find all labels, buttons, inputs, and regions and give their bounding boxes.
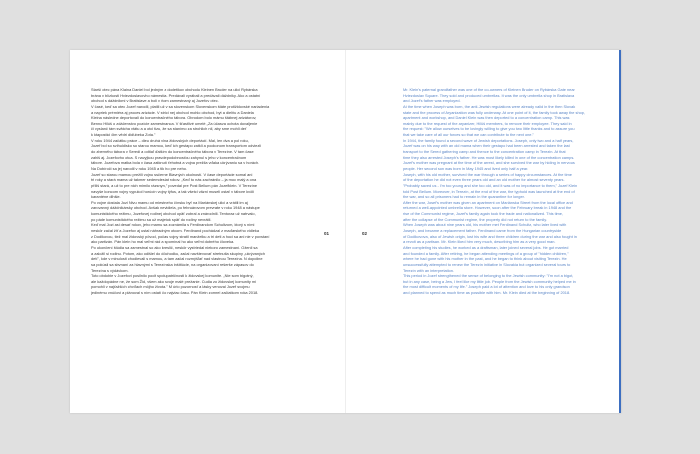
text-line: Po ukončení štúdia sa zamestnal so ako kreslič, neskôr vystriedal niekoro zamestnaní. Oženil sa xyxy=(91,244,258,250)
text-line: Toto obdobie v Jozefovi posilnilo pocit spolupatričnosti k židovskej komunite. „Nie som bigotný, xyxy=(91,273,254,279)
book-spread xyxy=(70,50,621,413)
slovak-text-column xyxy=(91,87,281,296)
text-line: obchod s dáždnikmi v Bratislave a boli v ňom zamestnaný aj Jozefov otec. xyxy=(91,98,219,104)
text-line: the most difficult moments of my life." Joseph paid a lot of attention and love to his only grandson xyxy=(403,284,570,290)
text-line: tri roky a stará mama už takmer sedemdesiat rokov. „Keď to nás zachránilo – ja moc malý a ona xyxy=(91,177,257,183)
text-line: a revolt as a partisan. Mr. Klein liked him very much, describing him as a very good man. xyxy=(403,239,556,245)
text-line: unsuccessfully attempted to renew the Terezín initiative in Slovakia but organized several tours to xyxy=(403,261,571,267)
text-line: jedinému vnúčovi a plánoval s ním ostatí čo najviac času. Pán Klein zomrel začiatkom roka 2018. xyxy=(91,290,259,296)
text-line: and planned to spend as much time as possible with him. Mr. Klein died at the beginning of 2018. xyxy=(403,290,571,296)
text-line: Terezína s výdávkom. xyxy=(91,267,129,273)
text-line: Mr. Klein's paternal grandfather was one of the co-owners of Kleinen Bruder on Rybárska Gate near xyxy=(403,87,575,92)
text-line: tábore. Jozefova matka bola v časa zatknutí ťehotná a vojna prežila vďaka ukrývaniu sa v horách. xyxy=(91,160,260,166)
text-line: po páde komunistického režimu sa už majetok späť do rodiny nevrátil. xyxy=(91,216,212,222)
text-line: told Post Bellum. Moreover, in Terezín, at the end of the war, the typhoid was launched at the end of xyxy=(403,188,575,194)
text-line: Po vojne dostala Jozi Nivu mamu od miestneho čínsku byť na Mariánskej ulici a vrátili im aj xyxy=(91,199,248,205)
text-line: ale každopádne ne, že som Žid, všem ako svoje malé prežanie. Cudia zo židovskej komunity mi xyxy=(91,278,256,284)
english-text-column xyxy=(403,87,603,296)
text-line: mainly due to the request of the aryanizer, Hilüš members, to remove their employee. They said in xyxy=(403,120,572,126)
text-line: state and the process of Aryanization was fully underway. At one point of it, the family took away the shop, xyxy=(403,109,586,115)
text-line: people. Her second son was born in May 1945 and lived only half a year. xyxy=(403,165,529,171)
text-line: and Jozef's father was employed. xyxy=(403,98,461,104)
text-line: a založil si rodinu. Potom, ako odišiel do dôchodku, začal navštevovať stretnutia skupiny „ukrývaných xyxy=(91,250,266,256)
text-line: Keď mal Jozi asi desať rokov, jeho mamu sa zoznámila s Ferdinandom Schultzom, ktorý s ními xyxy=(91,222,255,228)
text-line: detí", kde v minulosti chodievali s mamou, a tam začal rozmýšľať nad vlastnou Terezína. N dopoline xyxy=(91,256,263,262)
page-number: 02 xyxy=(362,231,368,236)
text-line: sa pokúsil sa sbvnaní za hlavnými s Terezínska inštitúcie, na organizovaní rešerše zápasov do xyxy=(91,261,254,267)
text-line: but in any case, being a Jew, I feel like my little job. People from the Jewish community helped me in xyxy=(403,278,576,284)
text-line: zahiš aj. Jozefovho otca. S navyjkou pravdepodobnosťou zahynul s jeho v koncentračnom xyxy=(91,154,247,160)
text-line: the request: "We allow ourselves to be lovingly willing to give you two little thanks and to assure you xyxy=(403,126,575,132)
page-number: 01 xyxy=(323,231,329,236)
text-line: rise of the Communist regime, Jozef's family again took the trade and nationalized. This time, xyxy=(403,211,564,217)
text-line: and founded a family. After retiring, he began attending meetings of a group of "hidden children," xyxy=(403,250,569,256)
text-line: Jozef so starou mamou prežili vojnu ssčerne Blavných okolností. V čase deportácie somal ani xyxy=(91,171,253,177)
left-page xyxy=(70,50,345,413)
text-line: This period in Jozef strengthened the sense of belonging to the Jewish community: "I'm not a bigot, xyxy=(403,273,574,279)
text-line: ako partizán. Pán klein ho mal veľmi rád a spomínal ho ako veľmi dobrého človeka. xyxy=(91,239,235,245)
text-line: Kleina následne deportovali do koncentračného tábora. Obrodom bolo mámu štábnej arizátorov, xyxy=(91,115,257,121)
text-line: Terezín with an interpretation. xyxy=(403,267,455,273)
text-line: the war, and so all prisoners had to remain in the quarantine for longer. xyxy=(403,194,525,200)
text-line: that we take care of all our forces so that we can contribute to the next one." xyxy=(403,132,534,138)
text-line: After completing his studies, he worked as a draftsman, later joined several jobs. He got married xyxy=(403,244,569,250)
text-line: zarovanný dáždnikársky obchod. Avšak nevidiela, po februárovom prevrate v roku 1948 a nástupe xyxy=(91,205,260,211)
text-line: At the time when Joseph was born, the anti-Jewish regulations were already valid in the then Slovak xyxy=(403,103,576,109)
text-line: Hviezdoslav Square. They sold and produced umbrellas. It was the only umbrella shop in Bratislava xyxy=(403,92,575,98)
text-line: Starší otec pána Klaina Daniel bol jedným z dodetikov obchodu Kleinen Bruder na ulici Rybárska xyxy=(91,87,258,92)
text-line: returned a well-appointed umbrella store. However, soon after the February break in 1948 and the xyxy=(403,205,572,211)
text-line: Joseph, and became a replacement father. Ferdinand came from the Hungarian countryside xyxy=(403,228,562,234)
text-line: transport to the Sered gathering camp and thence to the concentration camp in Terezin. At that xyxy=(403,149,566,155)
text-line: Jozef's mother was pregnant at the time of the arrest, and she survived the war by hiding in nervous xyxy=(403,160,575,166)
page-edge-rule xyxy=(619,50,621,413)
text-line: pomohli v najťažších chvíľach môjho života." M úrio pozornosť a lásky venoval Jozef svojmu xyxy=(91,284,250,290)
text-line: brána v blízkosti Hviezdoslavovho námestia. Predávali vyrábali a predávali dáždniky. Ako a ostatní xyxy=(91,92,261,98)
text-line: do zberného tábora v Seredi a odtiaľ ďalším do koncentračného tábora v Terezíne. V tam čase xyxy=(91,149,254,155)
text-line: V roku 1944 začátku práce – dieu druhá vlna židovských deportácií. Mal, len dva a pol roku, xyxy=(91,137,249,143)
text-line: a napriek prémiéra aj proces arizácie. V strici nej obchod mohlo obchod, byt a dielňu a Daniela xyxy=(91,109,254,115)
text-line: Benno Hilúš o zdáčenstvo pozície zamestnanca. V šťastlivé umelé „Za účasva ochota dovaljenie xyxy=(91,120,258,126)
text-line: Joseph, with his old mother, survived the war through a series of happy circumstances. At the time xyxy=(403,171,572,177)
text-line: where he had gone with his mother in the past, and he began to think about visiting Terezin. He xyxy=(403,256,567,262)
text-line: of Dodikovova, also of Jewish origin, lost his wife and three children during the war and also fought in xyxy=(403,233,577,239)
text-line: příliš stará, a už to pre nich mimilo rázsnyn," povedal pre Post Bellum pán Jozefklein. V Terezíne xyxy=(91,182,258,188)
text-line: In 1944, the family found a second wave of Jewish deportations. Joseph, only two and a half years, xyxy=(403,137,574,143)
text-line: Jozef was on his way with an old mama when their gestapo had been arrested and taken the last xyxy=(403,143,570,149)
text-line: z Dodikovou, tiež mal židovský pôvod, počas vojny stratil manželku a tri deti a hoci sa ani nie v povstaní xyxy=(91,233,270,239)
text-line: komunistického režimu, Jozefovej rodinej obchod opäť zobral a znárodnili. Tentoraz už natrvalo, xyxy=(91,211,256,217)
text-line: k ktapostici čim vêdri diďubeka Zota." xyxy=(91,132,156,138)
text-line: time they also arrested Joseph's father. He was most likely killed in one of the concentration camps. xyxy=(403,154,575,160)
text-line: "Probably saved us - I'm too young and she too old, and it was of no importance to them," Jozef Klein xyxy=(403,182,578,188)
text-line: karanténe dlhšie. xyxy=(91,194,121,200)
right-page xyxy=(346,50,621,413)
text-line: navyše koncom vojny vypukol horúcín vojny týfus, a tak všetci väzni museli ostať v tábore kvôli xyxy=(91,188,254,194)
text-line: neskôr začal žiť a Jozefov aj ustal náhradným otcom. Ferdinand pochádzal z maďarského vidieka xyxy=(91,228,259,234)
text-line: When Joseph was about nine years old, his mother met Ferdinand Schultz, who later lived with xyxy=(403,222,567,228)
text-line: after the collapse of the Communist regime, the property did not return to the family. xyxy=(403,216,547,222)
text-line: After the war, Josef's mother was given an apartment on Mariánska Street from the local office and xyxy=(403,199,573,205)
text-line: Jozef bol so svihuldisko so starou mamou, keď ich gestapo zatkli a pookonom transportom odviezli xyxy=(91,143,261,149)
text-line: apartment and workshop, and Daniel Klein was then deported to a concentration camp. This was xyxy=(403,115,570,121)
text-line: V časé, keď sa otec Jozef narodil, platili už v sa slovenskom Slovenskom štáte protižidovské nariadenia xyxy=(91,103,270,109)
text-line: of the deportation he did not even three years old and an old mother for almost seventy years. xyxy=(403,177,565,183)
text-line: Na Dobíroči sa jej narodil v roku 1945 a tik ho pre neho. xyxy=(91,165,188,171)
text-line: či vyslanč tám svätcha vtátu a a otci tizu, že sa stanímo za strohlich nil, aby sme mohli deť xyxy=(91,126,247,132)
